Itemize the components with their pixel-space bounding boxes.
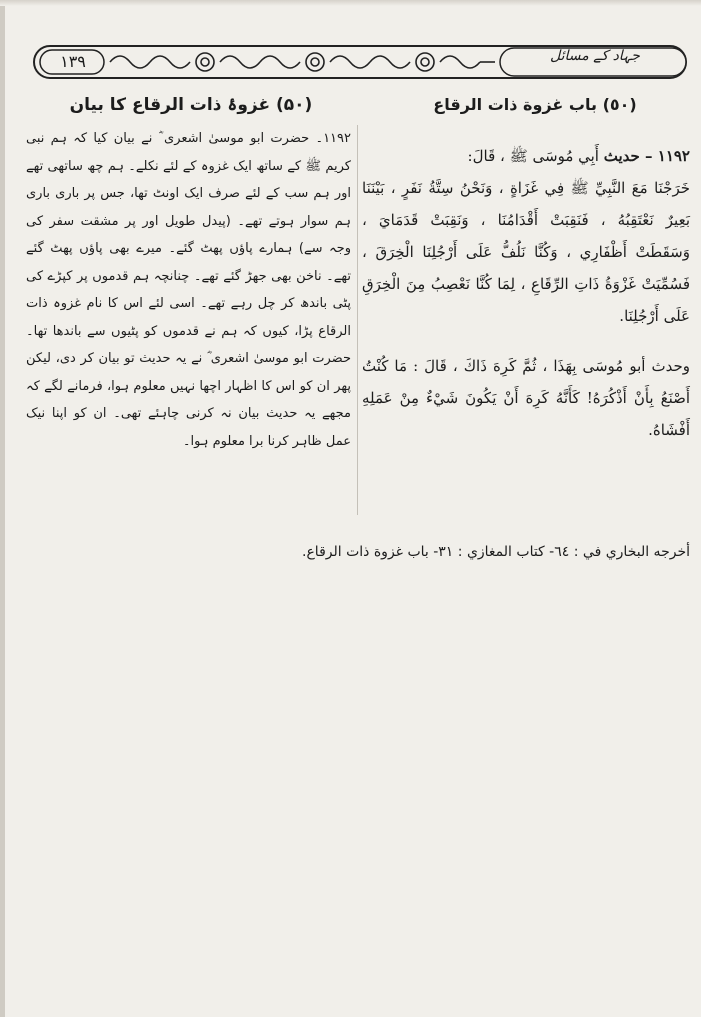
page-top-edge [0, 0, 701, 6]
arabic-hadith-opening [362, 140, 690, 172]
hadith-number: ١١٩٢ – حديث [603, 147, 690, 165]
urdu-paragraph: ۱۱۹۲۔ حضرت ابو موسیٰ اشعری ؓ نے بیان کیا کہ ہم نبی کریم ﷺ کے ساتھ ایک غزوہ کے لئے نکلے۔ ہم چھ ساتھی تھے اور ہم سب کے لئے صرف ایک اونٹ تھا، جس پر باری باری ہم سوار ہوتے تھے۔ (پیدل طویل اور پر مشقت سفر کی وجہ سے) ہمارے پاؤں پھٹ گئے۔ میرے بھی پاؤں پھٹ گئے تھے۔ ناخن بھی جھڑ گئے تھے۔ چنانچہ ہم قدموں پر کپڑے کی پٹی باندھ کر چل رہے تھے۔ اسی لئے اس کا نام غزوہ ذات الرقاع پڑا، کیوں کہ ہم نے قدموں کو پٹیوں سے باندھا تھا۔ حضرت ابو موسیٰ اشعری ؓ نے یہ حدیث تو بیان کر دی، لیکن پھر ان کو اس کا اظہار اچھا نہیں معلوم ہوا، فرمانے لگے کہ مجھے یہ حدیث بیان نہ کرنی چاہئے تھی۔ ان کو اپنا نیک عمل ظاہر کرنا برا معلوم ہوا۔ [26, 131, 351, 449]
page-edge [0, 0, 5, 1017]
arabic-hadith-text-continued: وحدث أبو مُوسَى بِهَذَا ، ثُمَّ كَرِهَ ذَاكَ ، قَالَ : مَا كُنْتُ أَصْنَعُ بِأَنْ أَذْكُرَهُ! كَأَنَّهُ كَرِهَ أَنْ يَكُونَ شَيْءٌ مِنْ عَمَلِهِ أَفْشَاهُ. [362, 357, 690, 439]
page-number: ١٣٩ [60, 51, 86, 71]
arabic-hadith-column [362, 140, 690, 446]
arabic-hadith-text: خَرَجْنَا مَعَ النَّبِيِّ ﷺ فِي غَزَاةٍ ، وَنَحْنُ سِتَّةُ نَفَرٍ ، بَيْنَنَا بَعِيرٌ نَعْتَقِبُهُ ، فَنَقِبَتْ أَقْدَامُنَا ، وَنَقِبَتْ قَدَمَايَ ، وَسَقَطَتْ أَظْفَارِي ، وَكُنَّا نَلُفُّ عَلَى أَرْجُلِنَا الْخِرَقَ ، فَسُمِّيَتْ غَزْوَةُ ذَاتِ الرِّقَاعِ ، لِمَا كُنَّا نَعْصِبُ مِنَ الْخِرَقِ عَلَى أَرْجُلِنَا. [362, 179, 690, 325]
urdu-chapter-heading: (۵۰) غزوۂ ذات الرقاع کا بیان [69, 95, 313, 115]
column-divider [357, 125, 358, 515]
takhrij-reference: أخرجه البخاري في : ٦٤- كتاب المغازي : ٣١- باب غزوة ذات الرقاع. [302, 544, 690, 560]
hadith-narrator: أَبِي مُوسَى ﷺ ، قَالَ: [467, 147, 599, 165]
urdu-translation-column [26, 125, 351, 455]
running-title: جہاد کے مسائل [550, 48, 640, 64]
arabic-chapter-heading: (٥٠) باب غزوة ذات الرقاع [433, 95, 637, 114]
